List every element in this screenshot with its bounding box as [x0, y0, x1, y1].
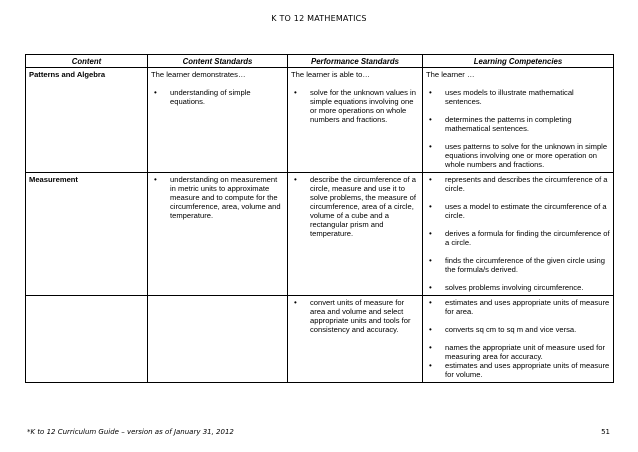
list-item: • understanding of simple equations. — [154, 88, 251, 106]
bullet-icon: • — [429, 142, 432, 151]
list-item: • solve for the unknown values in simple equations involving one or more operations on whole numbers and fractions. — [294, 88, 416, 124]
list-item: • derives a formula for finding the circumference of a circle. — [429, 229, 610, 247]
performance-standards-cell — [288, 296, 423, 383]
lead-text: The learner is able to… — [291, 70, 370, 79]
list-item: • convert units of measure for area and volume and select appropriate units and tools for consistency and accuracy. — [294, 298, 411, 334]
column-header-content-standards: Content Standards — [148, 55, 288, 68]
table-row — [26, 173, 614, 296]
table-row — [26, 68, 614, 173]
bullet-icon: • — [294, 175, 297, 184]
bullet-icon: • — [429, 361, 432, 370]
bullet-icon: • — [429, 88, 432, 97]
performance-standards-cell — [288, 68, 423, 173]
bullet-icon: • — [429, 115, 432, 124]
list-item: • finds the circumference of the given circle using the formula/s derived. — [429, 256, 605, 274]
list-item: • converts sq cm to sq m and vice versa. — [429, 325, 577, 334]
list-item: • estimates and uses appropriate units of measure for area. — [429, 298, 610, 316]
bullet-icon: • — [429, 229, 432, 238]
bullet-icon: • — [294, 298, 297, 307]
page-number: 51 — [601, 428, 610, 436]
curriculum-table — [25, 54, 614, 383]
lead-text: The learner … — [426, 70, 475, 79]
bullet-icon: • — [154, 88, 157, 97]
footer-version-note: *K to 12 Curriculum Guide – version as of January 31, 2012 — [27, 428, 234, 436]
list-item: • solves problems involving circumference. — [429, 283, 584, 292]
content-standards-cell — [148, 68, 288, 173]
list-item: • uses a model to estimate the circumference of a circle. — [429, 202, 607, 220]
list-item: • determines the patterns in completing mathematical sentences. — [429, 115, 572, 133]
bullet-icon: • — [429, 343, 432, 352]
bullet-icon: • — [429, 202, 432, 211]
table-row — [26, 296, 614, 383]
bullet-icon: • — [429, 298, 432, 307]
bullet-icon: • — [429, 256, 432, 265]
bullet-icon: • — [294, 88, 297, 97]
bullet-icon: • — [429, 325, 432, 334]
column-header-content: Content — [26, 55, 148, 68]
content-cell-empty — [26, 296, 148, 383]
lead-text: The learner demonstrates… — [151, 70, 246, 79]
list-item: • describe the circumference of a circle, measure and use it to solve problems, the measure of circumference, area of a circle, volume of a cube and a rectangular prism and temperature. — [294, 175, 416, 238]
bullet-icon: • — [429, 283, 432, 292]
list-item: • uses models to illustrate mathematical sentences. — [429, 88, 574, 106]
column-header-performance-standards: Performance Standards — [288, 55, 423, 68]
performance-standards-cell — [288, 173, 423, 296]
learning-competencies-cell — [423, 296, 614, 383]
content-cell: Measurement — [26, 173, 148, 296]
list-item: • estimates and uses appropriate units of measure for volume. — [429, 361, 610, 379]
bullet-icon: • — [154, 175, 157, 184]
learning-competencies-cell — [423, 173, 614, 296]
content-standards-cell — [148, 173, 288, 296]
list-item: • uses patterns to solve for the unknown in simple equations involving one or more operation on whole numbers and fractions. — [429, 142, 608, 169]
list-item: • understanding on measurement in metric units to approximate measure and to compute for the circumference, area, volume and temperature. — [154, 175, 281, 220]
content-cell: Patterns and Algebra — [26, 68, 148, 173]
column-header-learning-competencies: Learning Competencies — [423, 55, 614, 68]
page-header-title: K TO 12 MATHEMATICS — [271, 14, 367, 23]
list-item: • represents and describes the circumference of a circle. — [429, 175, 608, 193]
learning-competencies-cell — [423, 68, 614, 173]
list-item: • names the appropriate unit of measure used for measuring area for accuracy. — [429, 343, 605, 361]
content-standards-cell-empty — [148, 296, 288, 383]
bullet-icon: • — [429, 175, 432, 184]
table-header-row — [26, 55, 614, 68]
